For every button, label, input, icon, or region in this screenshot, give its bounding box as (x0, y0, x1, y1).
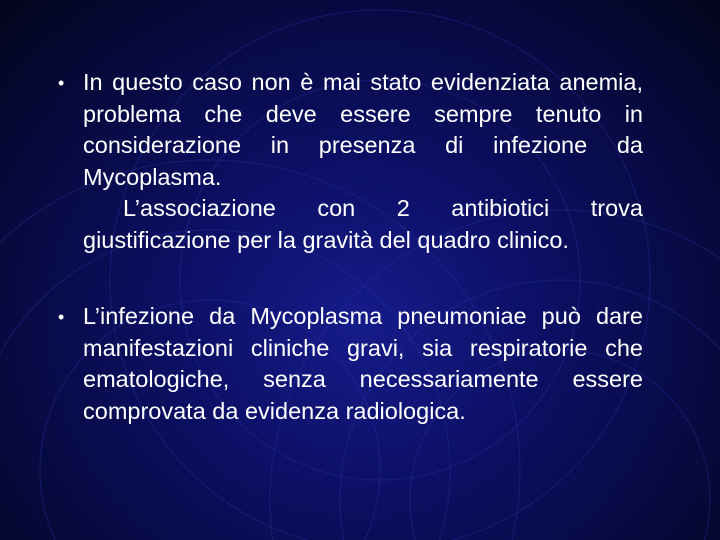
bullet-paragraph: In questo caso non è mai stato evidenziata anemia, problema che deve essere sempre tenuto in considerazione in presenza di infezione da Mycoplasma. (83, 69, 643, 190)
bullet-marker: • (58, 307, 65, 327)
bullet-marker: • (58, 73, 65, 93)
bullet-paragraph: L’infezione da Mycoplasma pneumoniae può dare manifestazioni cliniche gravi, sia respiratorie che ematologiche, senza necessariamente essere comprovata da evidenza radiologica. (83, 303, 643, 424)
bullet-item (58, 67, 643, 257)
bullet-paragraph: L’associazione con 2 antibiotici trova giustificazione per la gravità del quadro clinico. (83, 195, 643, 253)
bullet-item (58, 301, 643, 427)
